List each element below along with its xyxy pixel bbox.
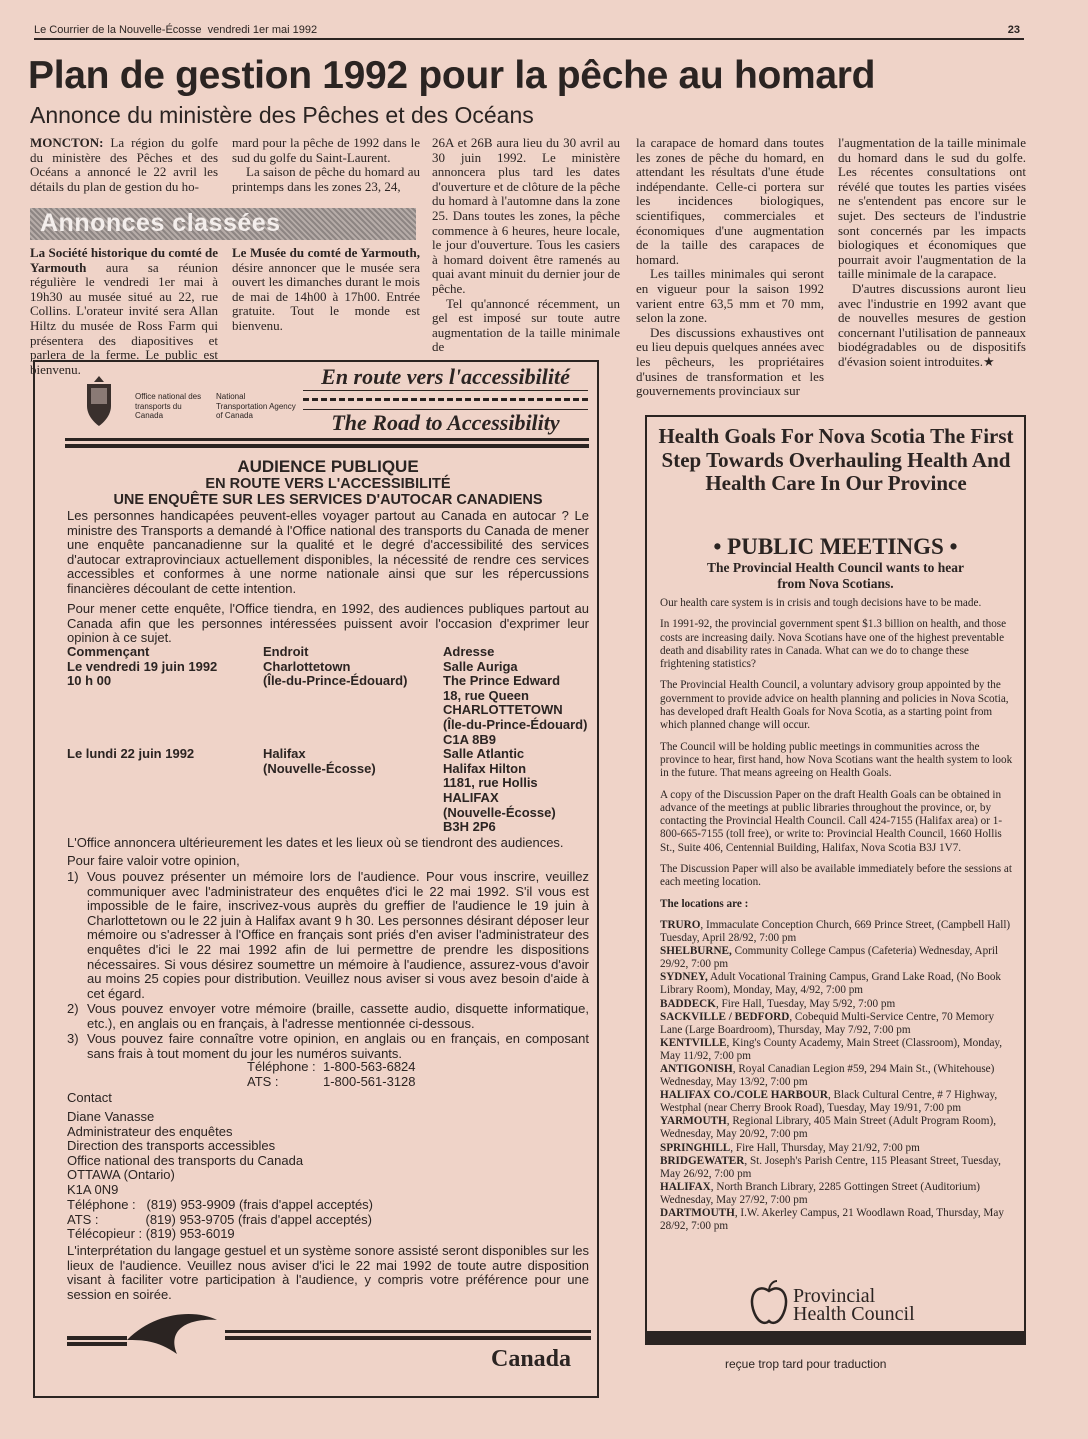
details: , Royal Canadian Legion #59, 294 Main St., (Whitehouse) Wednesday, May 13/92, 7:00 pm [660, 1062, 995, 1089]
article-col-1 [30, 136, 218, 194]
canada-wordmark: Canada [491, 1346, 572, 1372]
town: BADDECK [660, 997, 716, 1010]
agency-name-en: National Transportation Agency of Canada [216, 392, 296, 420]
agency-name-fr: Office national des transports du Canada [135, 392, 202, 420]
town: SYDNEY, [660, 971, 708, 984]
health-council-advertisement [645, 415, 1026, 1345]
page-number: 23 [1007, 24, 1020, 36]
translation-note: reçue trop tard pour traduction [725, 1357, 887, 1371]
classified-title: La Société historique du comté de Yarmouth [30, 245, 218, 275]
dateline: MONCTON: [30, 135, 104, 150]
tty-number: 1-800-561-3128 [323, 1073, 416, 1089]
details: , Regional Library, 405 Main Street (Adult Program Room), Wednesday, May 20/92, 7:00 pm [660, 1115, 996, 1141]
details: , Black Cultural Centre, # 7 Highway, Westphal (near Cherry Brook Road), Tuesday, May 19/91, 7:00 pm [660, 1089, 998, 1115]
hearing-address: Salle Auriga The Prince Edward 18, rue Queen CHARLOTTETOWN (Île-du-Prince-Édouard) C1A 8B9 [443, 658, 588, 747]
option-text: Vous pouvez envoyer votre mémoire (braille, cassette audio, disquette informatique, etc.), en anglais ou en français, à l'adresse mentionnée ci-dessous. [87, 1001, 589, 1031]
article-text: l'augmentation de la taille minimale du homard dans le sud du golfe. Les récentes consultations ont révélé que toutes les parties visées ne s'entendent pas encore sur le sujet. Des secteurs de l'industrie sont concernés par les impacts biologiques et économiques que pourrait avoir l'augmentation de la taille minimale de la carapace. [838, 135, 1026, 282]
details: , Cobequid Multi-Service Centre, 70 Memory Lane (Large Boardroom), Thursday, May 7/92, 7:00 pm [660, 1010, 995, 1036]
list-item [660, 1037, 1016, 1063]
details: , I.W. Akerley Campus, 21 Woodlawn Road, Thursday, May 28/92, 7:00 pm [660, 1207, 1004, 1233]
option-number: 3) [67, 1031, 79, 1046]
article-text: Tel qu'annoncé récemment, un gel est imposé sur toute autre augmentation de la taille minimale de [432, 295, 620, 355]
article-text: La région du golfe du ministère des Pêches et des Océans a annoncé le 22 avril les détails du plan de gestion du ho- [30, 135, 218, 194]
option-2 [67, 1002, 589, 1031]
tty-label: ATS : [247, 1073, 279, 1089]
ad-title: Health Goals For Nova Scotia The First Step Towards Overhauling Health And Health Care In Our Province [658, 424, 1014, 495]
divider [303, 398, 588, 410]
hearings-table [67, 645, 589, 835]
list-item [660, 1115, 1016, 1141]
intro-2: Pour mener cette enquête, l'Office tiendra, en 1992, des audiences publiques partout au Canada afin que les personnes intéressées puissent avoir l'occasion d'exprimer leur opinion à ce sujet. [67, 601, 589, 646]
table-header [67, 645, 589, 660]
apple-logo-icon [749, 1279, 789, 1327]
article-col-3 [432, 136, 620, 355]
contact-label: Contact [67, 1090, 112, 1105]
headline: Plan de gestion 1992 pour la pêche au homard [28, 54, 876, 97]
article-text: D'autres discussions auront lieu avec l'industrie en 1992 avant que de nouvelles mesures de gestion concernant l'utilisation de panneaux biodégradables ou de dispositifs d'évasion soient introduites.★ [838, 280, 1026, 369]
coat-of-arms-icon [79, 374, 119, 430]
town: HALIFAX [660, 1180, 711, 1193]
town: BRIDGEWATER [660, 1154, 745, 1167]
later-dates: L'Office annoncera ultérieurement les dates et les lieux où se tiendront des audiences. [67, 835, 564, 850]
details: , North Branch Library, 2285 Gottingen Street (Auditorium) Wednesday, May 27/92, 7:00 pm [660, 1180, 981, 1206]
article-text: Des discussions exhaustives ont eu lieu depuis quelques années avec les pêcheurs, les propriétaires d'usines de transformation et les gouvernements provinciaux sur [636, 324, 824, 399]
list-item [660, 945, 1016, 971]
hearing-place: Halifax (Nouvelle-Écosse) [263, 746, 376, 776]
closing-note: L'interprétation du langage gestuel et un système sonore assisté seront disponibles sur les lieux de l'audience. Veuillez nous aviser d'ici le 22 mai 1992 de toute autre disposition visant à faciliter votre participation à l'audience, y compris votre préférence pour une session en soirée. [67, 1243, 589, 1302]
article-col-4 [636, 136, 824, 399]
paragraph: Our health care system is in crisis and tough decisions have to be made. [660, 597, 982, 609]
article-col-5 [838, 136, 1026, 370]
option-1 [67, 870, 589, 1001]
article-text: la carapace de homard dans toutes les zones de pêche du homard, en attendant les résultats d'une étude indépendante. Celle-ci portera sur les incidences biologiques, scientifiques, commerciales et économiques d'une augmentation de la taille des carapaces de homard. [636, 135, 824, 267]
details: Adult Vocational Training Campus, Grand Lake Road, (No Book Library Room), Monday, May, 4/92, 7:00 pm [660, 971, 1002, 997]
locations-label: The locations are : [660, 897, 749, 910]
paragraph: In 1991-92, the provincial government spent $1.3 billion on health, and those costs are increasing daily. Nova Scotians have one of the highest preventable death and disability rates in Canada. What can we do to change these frightening statistics? [660, 618, 1007, 671]
list-item [660, 998, 1016, 1011]
list-item [660, 1155, 1016, 1181]
nta-advertisement [33, 360, 599, 1398]
contact-address: Diane Vanasse Administrateur des enquêtes Direction des transports accessibles Office national des transports du Canada OTTAWA (Ontario) K1A 0N9 [67, 1109, 304, 1197]
classified-text: aura sa réunion régulière le vendredi 1er mai à 19h30 au musée situé au 22, rue Collins. L'orateur invité sera Allan Hiltz du musée de Ross Farm qui présentera des diapositives et parlera de la ferme. Le public est bienvenu. [30, 259, 218, 377]
town: KENTVILLE [660, 1036, 727, 1049]
locations-list [660, 919, 1016, 1233]
hearing-place: Charlottetown (Île-du-Prince-Édouard) [263, 658, 408, 689]
tagline: The Provincial Health Council wants to hear from Nova Scotians. [707, 560, 965, 591]
town: SHELBURNE, [660, 945, 732, 958]
town: ANTIGONISH [660, 1062, 733, 1075]
paragraph: The Provincial Health Council, a voluntary advisory group appointed by the government to provide advice on health planning and policies in Nova Scotia, has developed draft Health Goals for Nova Scotia, as a starting point from which planned change will occur. [660, 679, 1009, 732]
classified-2 [232, 246, 420, 334]
details: , Immaculate Conception Church, 669 Prince Street, (Campbell Hall) Tuesday, April 28/92, 7:00 pm [660, 918, 1011, 945]
swoosh-logo-icon [67, 1310, 227, 1358]
article-text: Les tailles minimales qui seront en vigueur pour la saison 1992 varient entre 63,5 mm et 70 mm, selon la zone. [636, 266, 824, 326]
list-item [660, 1207, 1016, 1233]
town: TRURO [660, 918, 701, 931]
column-header: Commençant [67, 644, 150, 659]
details: , St. Joseph's Parish Centre, 115 Pleasant Street, Tuesday, May 26/92, 7:00 pm [660, 1154, 1001, 1180]
page-header [34, 24, 1024, 40]
list-item [660, 1142, 1016, 1155]
how-to: Pour faire valoir votre opinion, [67, 853, 240, 868]
column-header: Adresse [443, 644, 495, 659]
town: SPRINGHILL [660, 1141, 731, 1154]
article-col-2 [232, 136, 420, 194]
logo-line: Health Council [793, 1303, 915, 1325]
classified-1 [30, 246, 218, 377]
list-item [660, 1089, 1016, 1115]
option-number: 1) [67, 869, 79, 884]
hearing-date: Le vendredi 19 juin 1992 10 h 00 [67, 658, 218, 689]
heading-route: EN ROUTE VERS L'ACCESSIBILITÉ [205, 476, 451, 492]
heading-enquete: UNE ENQUÊTE SUR LES SERVICES D'AUTOCAR CANADIENS [113, 492, 543, 508]
issue-date: vendredi 1er mai 1992 [207, 24, 318, 36]
article-text: La saison de pêche du homard au printemps dans les zones 23, 24, [232, 164, 420, 194]
paragraph: A copy of the Discussion Paper on the draft Health Goals can be obtained in advance of the meetings at public libraries throughout the province, or, by contacting the Provincial Health Council. Call 424-7155 (Halifax area) or 1-800-665-7155 (toll free), or write to: Provincial Health Council, 1660 Hollis St., Suite 406, Centennial Building, Halifax, Nova Scotia B3J 1V7. [660, 788, 1003, 854]
paragraph: The Discussion Paper will also be available immediately before the sessions at each meeting location. [660, 863, 1013, 889]
council-logo-text [793, 1287, 915, 1323]
classifieds-banner: Annonces classées [30, 208, 416, 240]
slogan-en: The Road to Accessibility [331, 410, 560, 435]
details: Community College Campus (Cafeteria) Wednesday, April 29/92, 7:00 pm [660, 945, 999, 971]
list-item [660, 971, 1016, 997]
footer-rule [225, 1330, 591, 1340]
article-text: 26A et 26B aura lieu du 30 avril au 30 juin 1992. Le ministère annoncera plus tard les dates d'ouverture et de clôture de la pêche du homard à l'automne dans la zone 25. Dans toutes les zones, la pêche commence à 6 heures, heure locale, le jour d'ouverture. Tous les casiers à homard doivent être ramenés au quai avant minuit du dernier jour de pêche. [432, 135, 620, 296]
option-3 [67, 1032, 589, 1061]
details: , Fire Hall, Thursday, May 21/92, 7:00 pm [730, 1141, 920, 1154]
table-row [67, 747, 589, 835]
intro-1: Les personnes handicapées peuvent-elles voyager partout au Canada en autocar ? Le ministre des Transports a demandé à l'Office national des transports du Canada de mener une enquête pancanadienne sur la qualité et le degré d'accessibilité des services d'autocar extraprovinciaux actuellement disponibles, la nécessité de rendre ces services accessibles et conformes à une norme nationale ainsi que sur les répercussions financières découlant de cette intention. [67, 508, 589, 596]
town: HALIFAX CO./COLE HARBOUR [660, 1089, 828, 1102]
hearing-address: Salle Atlantic Halifax Hilton 1181, rue Hollis HALIFAX (Nouvelle-Écosse) B3H 2P6 [443, 746, 556, 835]
public-meetings-heading: • PUBLIC MEETINGS • [713, 534, 958, 559]
option-text: Vous pouvez faire connaître votre opinion, en anglais ou en français, en composant sans frais à tout moment du jour les numéros suivants. [87, 1031, 589, 1061]
list-item [660, 1011, 1016, 1037]
table-row [67, 660, 589, 748]
phone-label: Téléphone : [247, 1059, 316, 1074]
classified-title: Le Musée du comté de Yarmouth, [232, 245, 420, 260]
publication-name: Le Courrier de la Nouvelle-Écosse [34, 24, 202, 36]
details: , King's County Academy, Main Street (Classroom), Monday, May 11/92, 7:00 pm [660, 1036, 1003, 1062]
header-rule [65, 438, 589, 448]
option-text: Vous pouvez présenter un mémoire lors de l'audience. Pour vous inscrire, veuillez communiquer avec l'administrateur des enquêtes d'ici le 22 mai 1992. S'il vous est impossible de le faire, inscrivez-vous auprès du greffier de l'audience le 19 juin à Charlottetown ou le 22 juin à Halifax avant 9 h 30. Les personnes désirant déposer leur mémoire ou s'adresser à l'Office en français sont priés d'en aviser l'administrateur des enquêtes d'ici le 22 mai 1992 afin de lui permettre de prendre les dispositions nécessaires. Si vous désirez soumettre un mémoire à l'audience, assurez-vous d'avoir au moins 25 copies pour distribution. Veuillez nous aviser si vous avez besoin d'aide à cet égard. [87, 869, 589, 1001]
ad-body [660, 597, 1016, 1233]
classified-text: désire annoncer que le musée sera ouvert les dimanches durant le mois de mai de 14h00 à 17h00. Entrée gratuite. Tout le monde est bienvenu. [232, 259, 420, 333]
paragraph: The Council will be holding public meetings in communities across the province to hear, first hand, how Nova Scotians want the health system to look in the future. That means agreeing on Health Goals. [660, 740, 1013, 780]
option-number: 2) [67, 1001, 79, 1016]
column-header: Endroit [263, 644, 309, 659]
list-item [660, 1063, 1016, 1089]
phone-numbers [247, 1060, 447, 1089]
subheadline: Annonce du ministère des Pêches et des Océans [30, 102, 534, 128]
article-text: mard pour la pêche de 1992 dans le sud du golfe du Saint-Laurent. [232, 135, 420, 165]
town: YARMOUTH [660, 1115, 727, 1128]
list-item [660, 919, 1016, 945]
phone-number: 1-800-563-6824 [323, 1059, 416, 1074]
town: DARTMOUTH [660, 1207, 735, 1219]
details: , Fire Hall, Tuesday, May 5/92, 7:00 pm [715, 997, 896, 1010]
logo-line: Provincial [793, 1285, 876, 1307]
hearing-date: Le lundi 22 juin 1992 [67, 746, 195, 762]
town: SACKVILLE / BEDFORD [660, 1010, 790, 1023]
contact-phones: Téléphone : (819) 953-9909 (frais d'appel acceptés) ATS : (819) 953-9705 (frais d'appel acceptés) Télécopieur : (819) 953-6019 [67, 1197, 374, 1242]
slogan-fr: En route vers l'accessibilité [303, 364, 588, 391]
heading-audience: AUDIENCE PUBLIQUE [237, 457, 419, 476]
list-item [660, 1181, 1016, 1207]
